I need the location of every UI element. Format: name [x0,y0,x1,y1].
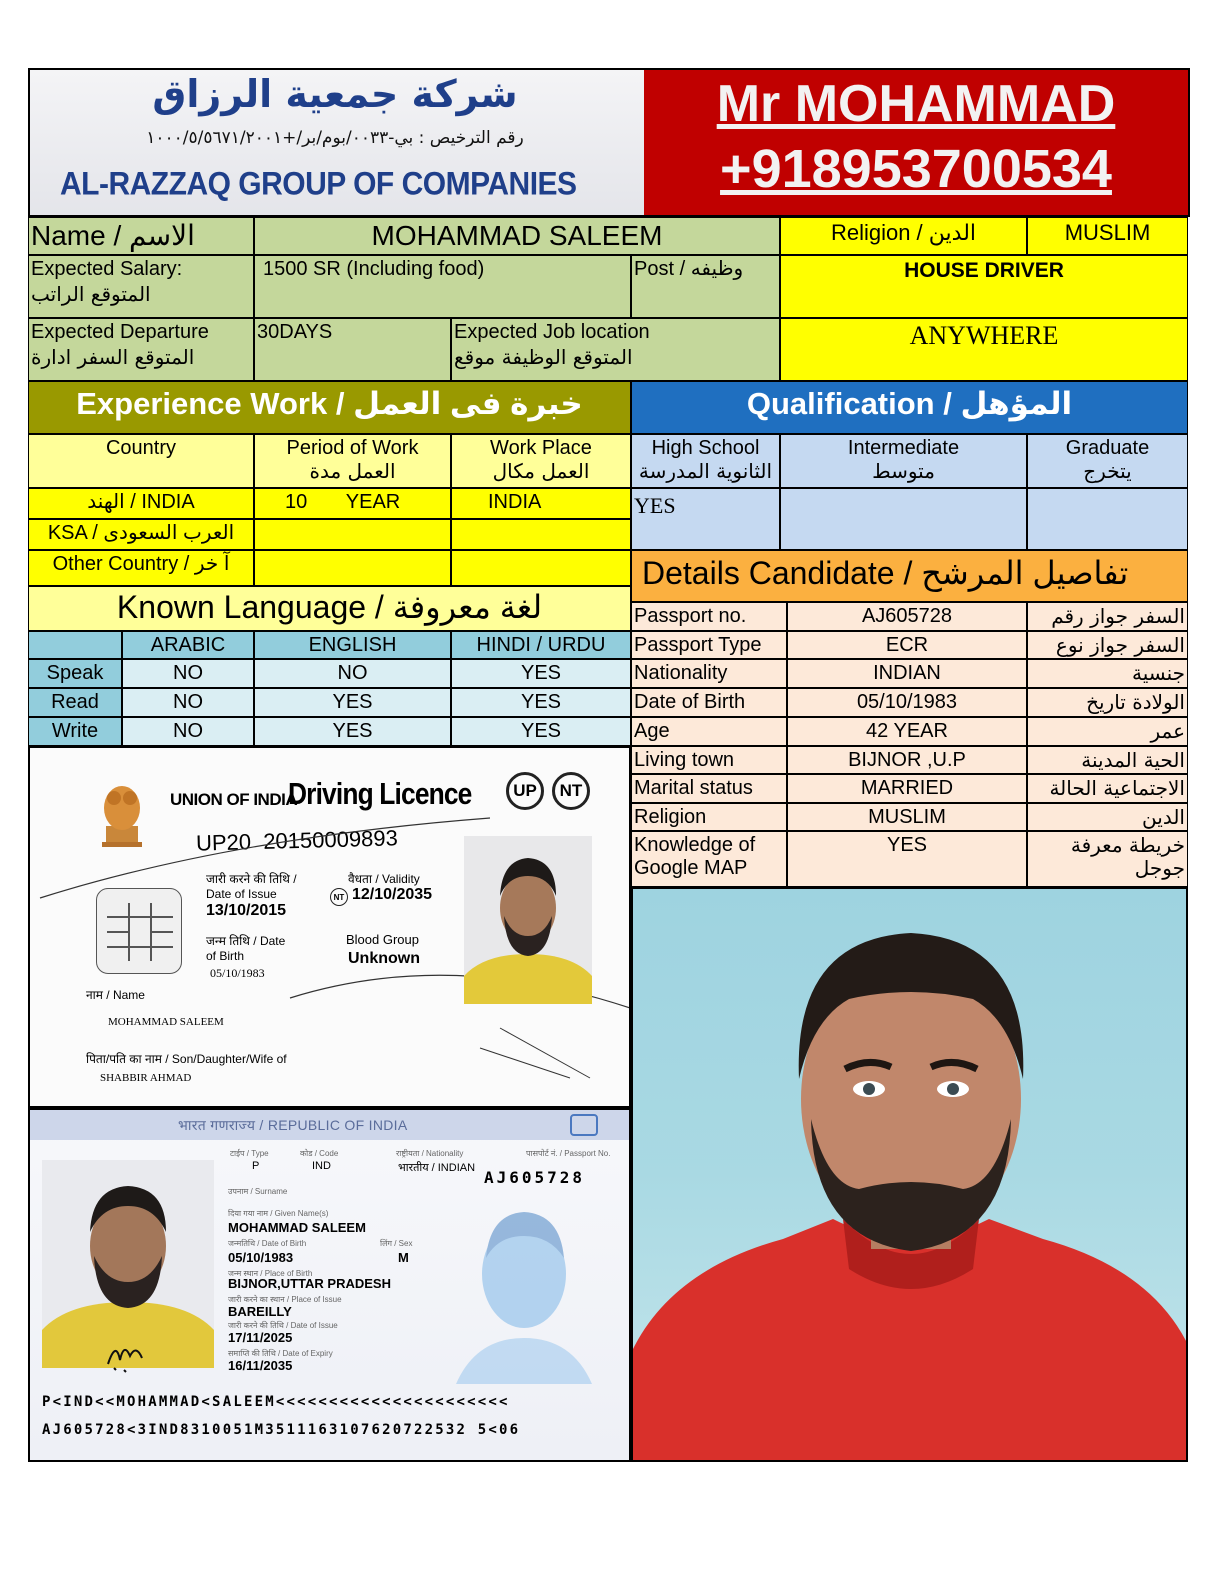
salary-value: 1500 SR (Including food) [254,255,631,318]
passport-issue-date: 17/11/2025 [228,1330,293,1345]
exp-header-period: Period of Work العمل مدة [254,434,451,488]
licence-dob-label: जन्म तिथि / Date of Birth [206,934,286,963]
exp-row-period: 10 YEAR [254,488,451,519]
candidate-field-value: MUSLIM [787,803,1027,831]
departure-value: 30DAYS [254,318,451,381]
issue-place: BAREILLY [228,1304,292,1319]
company-logo-panel [30,70,644,215]
exp-row-period [254,550,451,586]
licence-photo [464,836,592,1004]
candidate-field-label: Religion [631,803,787,831]
licence-number: UP20 20150009893 [195,825,399,856]
lang-cell: NO [254,659,451,688]
validity-nt-icon: NT [330,888,348,906]
issue-place-label: जारी करने का स्थान / Place of Issue [228,1295,342,1304]
candidate-field-label-arabic: السفر جواز نوع [1027,631,1188,659]
candidate-field-value: ECR [787,631,1027,659]
passport-dob: 05/10/1983 [228,1250,294,1265]
passport-header: भारत गणराज्य / REPUBLIC OF INDIA [178,1117,408,1133]
salary-label [28,255,254,318]
licence-title: Driving Licence [288,776,472,811]
qual-value-graduate [1027,488,1188,550]
religion-label: Religion / الدين [780,217,1027,255]
signature [102,1334,162,1374]
candidate-field-label-arabic: الاجتماعية الحالة [1027,774,1188,803]
candidate-photo [631,887,1188,1462]
name-value: MOHAMMAD SALEEM [254,217,780,255]
passport-type: P [252,1160,260,1172]
candidate-field-label: Date of Birth [631,688,787,717]
passport-no-label: पासपोर्ट नं. / Passport No. [526,1149,611,1158]
licence-dob: 05/10/1983 [210,966,265,980]
smart-chip-icon [96,888,182,974]
candidate-field-label: Marital status [631,774,787,803]
qual-value-intermediate [780,488,1027,550]
religion-value: MUSLIM [1027,217,1188,255]
candidate-field-label: Nationality [631,659,787,688]
license-number: رقم الترخيص : بي-٠٠٣٣/بوم/بر/+١٠٠٠/٥/٥٦٧١/٢٠٠١ [146,128,524,148]
lang-cell: YES [254,688,451,717]
exp-row-country: الهند / INDIA [28,488,254,519]
passport-expiry-date: 16/11/2035 [228,1358,293,1373]
state-badge-up: UP [506,772,544,810]
candidate-field-value: MARRIED [787,774,1027,803]
issue-date: 13/10/2015 [206,902,287,919]
state-badge-nt: NT [552,772,590,810]
candidate-field-value: YES [787,831,1027,887]
passport-number: AJ605728 [484,1168,586,1187]
company-name-arabic: شركة جمعية الرزاق [152,72,518,116]
departure-label-ar: المتوقع السفر ادارة [31,345,195,369]
blood-group-label: Blood Group [346,932,419,947]
candidate-field-value: 05/10/1983 [787,688,1027,717]
issue-date-label: जारी करने की तिथि / Date of Issue [228,1321,338,1330]
passport-dob-label: जन्मतिथि / Date of Birth [228,1239,307,1248]
candidate-field-value: AJ605728 [787,602,1027,631]
lang-row-label: Speak [28,659,122,688]
birth-place: BIJNOR,UTTAR PRADESH [228,1276,391,1291]
contact-name: Mr MOHAMMAD [716,75,1116,133]
language-title: Known Language / لغة معروفة [28,586,631,631]
mrz-line-1: P<IND<<MOHAMMAD<SALEEM<<<<<<<<<<<<<<<<<<<<<< [42,1394,510,1410]
experience-title: Experience Work / خبرة فى العمل [28,381,631,434]
relation-name: SHABBIR AHMAD [100,1072,192,1084]
contact-panel [644,70,1188,215]
passport-emblem-icon [570,1114,598,1136]
candidate-field-value: 42 YEAR [787,717,1027,746]
issue-date-label: जारी करने की तिथि / Date of Issue [206,872,297,901]
lang-cell: NO [122,688,254,717]
post-value: HOUSE DRIVER [780,255,1188,318]
exp-row-place [451,550,631,586]
validity-date: 12/10/2035 [352,886,433,903]
licence-name: MOHAMMAD SALEEM [108,1016,224,1028]
sex-label: लिंग / Sex [380,1239,413,1248]
candidate-field-label-arabic: الدين [1027,803,1188,831]
lang-header-arabic: ARABIC [122,631,254,659]
company-name-english: AL-RAZZAQ GROUP OF COMPANIES [60,166,577,203]
nationality-label: राष्ट्रीयता / Nationality [396,1149,464,1158]
passport-ghost-image [446,1188,602,1384]
exp-row-period [254,519,451,550]
candidate-field-label: Living town [631,746,787,774]
lang-cell: NO [122,659,254,688]
exp-row-country: KSA / العرب السعودى [28,519,254,550]
mrz-line-2: AJ605728<3IND8310051M3511163107620722532 5<06 [42,1422,521,1438]
surname-label: उपनाम / Surname [228,1187,288,1196]
blood-group: Unknown [348,950,420,967]
departure-label-en: Expected Departure [31,321,209,343]
given-name-label: दिया गया नाम / Given Name(s) [228,1209,329,1218]
qual-header-highschool: High School الثانوية المدرسة [631,434,780,488]
candidate-field-label-arabic: خريطة معرفة جوجل [1027,831,1188,887]
job-location-label-ar: المتوقع الوظيفة موقع [454,345,633,369]
exp-row-place: INDIA [451,488,631,519]
candidate-field-label-arabic: عمر [1027,717,1188,746]
exp-row-country: Other Country / آ خر [28,550,254,586]
licence-issuer: UNION OF INDIA [170,790,298,809]
name-label: Name / الاسم [28,217,254,255]
candidate-field-label: Age [631,717,787,746]
lang-header-blank [28,631,122,659]
passport-code: IND [312,1160,331,1172]
candidate-field-label-arabic: الحية المدينة [1027,746,1188,774]
candidate-field-label: Knowledge of Google MAP [631,831,787,887]
post-label: Post / وظيفه [631,255,780,318]
candidate-field-label-arabic: جنسية [1027,659,1188,688]
passport-nationality: भारतीय / INDIAN [398,1162,476,1174]
candidate-field-value: INDIAN [787,659,1027,688]
validity-label: वैधता / Validity [348,872,420,886]
salary-label-ar: المتوقع الراتب [31,282,151,306]
lang-cell: YES [254,717,451,746]
job-location-label-en: Expected Job location [454,321,650,343]
candidate-field-label: Passport Type [631,631,787,659]
candidate-field-label-arabic: الولادة تاريخ [1027,688,1188,717]
job-location-value: ANYWHERE [780,318,1188,381]
candidate-field-value: BIJNOR ,U.P [787,746,1027,774]
expiry-date-label: समाप्ति की तिथि / Date of Expiry [228,1349,333,1358]
driving-licence-scan [28,746,631,1108]
exp-header-country: Country [28,434,254,488]
salary-label-en: Expected Salary: [31,258,183,280]
candidate-field-label-arabic: السفر جواز رقم [1027,602,1188,631]
candidate-title: Details Candidate / تفاصيل المرشح [631,550,1188,602]
exp-row-place [451,519,631,550]
candidate-field-label: Passport no. [631,602,787,631]
departure-label [28,318,254,381]
relation-label: पिता/पति का नाम / Son/Daughter/Wife of [86,1052,287,1066]
qual-value-highschool: YES [631,488,780,550]
contact-phone: +918953700534 [720,139,1112,199]
lang-cell: YES [451,688,631,717]
lang-header-english: ENGLISH [254,631,451,659]
code-label: कोड / Code [300,1149,339,1158]
licence-name-label: नाम / Name [86,988,145,1002]
lang-row-label: Write [28,717,122,746]
qual-header-intermediate: Intermediate متوسط [780,434,1027,488]
lang-cell: YES [451,717,631,746]
birth-place-label: जन्म स्थान / Place of Birth [228,1269,313,1278]
lang-cell: NO [122,717,254,746]
type-label: टाईप / Type [230,1149,269,1158]
passport-scan [28,1108,631,1462]
job-location-label [451,318,780,381]
qual-header-graduate: Graduate يتخرج [1027,434,1188,488]
exp-header-place: Work Place العمل مكال [451,434,631,488]
lang-row-label: Read [28,688,122,717]
qualification-title: Qualification / المؤهل [631,381,1188,434]
lang-cell: YES [451,659,631,688]
lang-header-hindi-urdu: HINDI / URDU [451,631,631,659]
given-name: MOHAMMAD SALEEM [228,1220,366,1235]
passport-sex: M [398,1250,409,1265]
